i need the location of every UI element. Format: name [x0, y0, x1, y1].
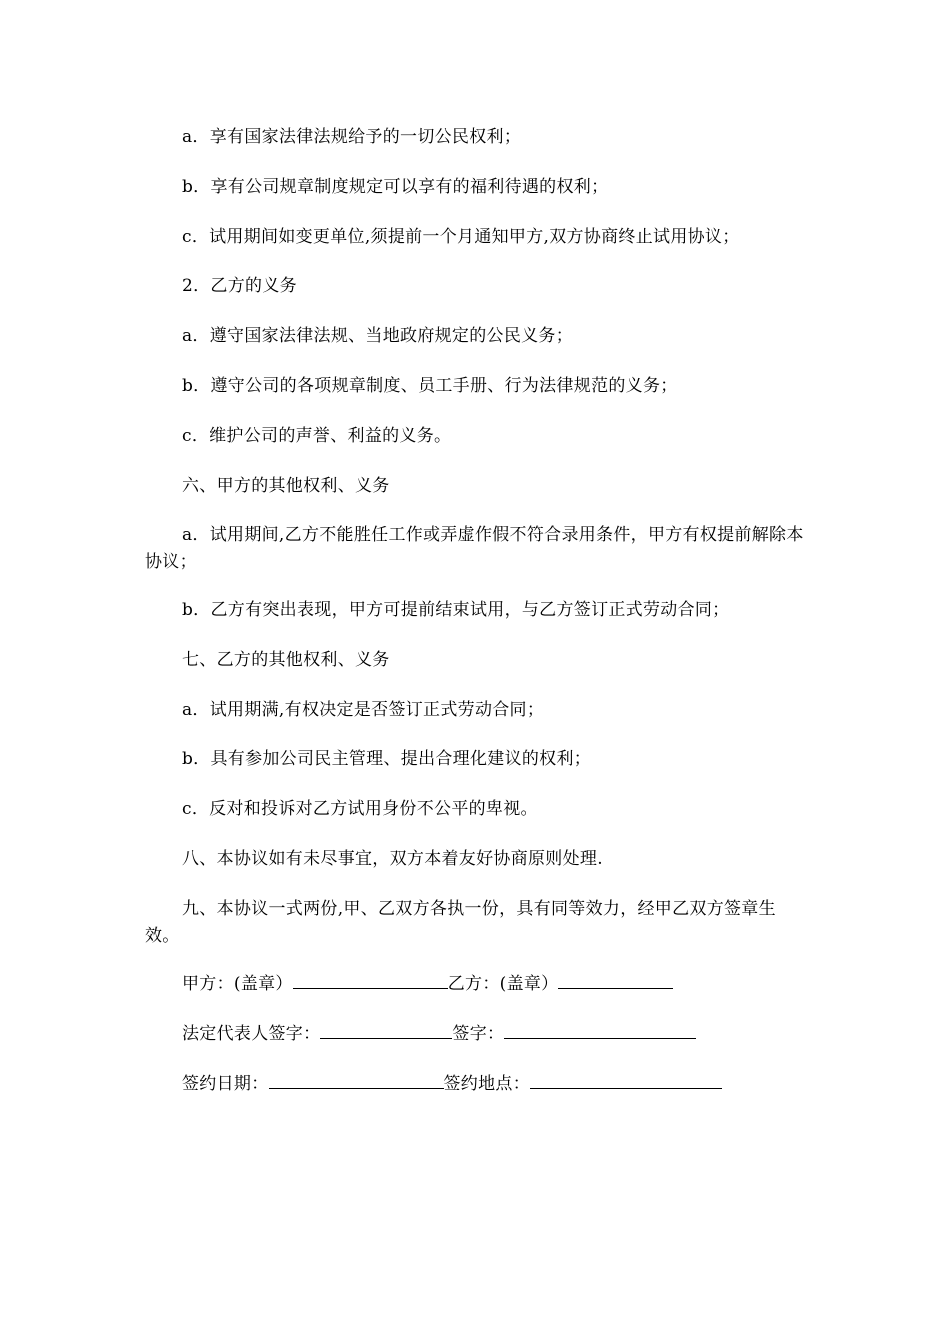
section-heading-seven: 七、乙方的其他权利、义务 — [182, 650, 390, 670]
paragraph-rights-c: c．试用期间如变更单位,须提前一个月通知甲方,双方协商终止试用协议； — [182, 227, 740, 247]
sign-line — [504, 1020, 696, 1039]
section-heading-party-b-obligations: 2．乙方的义务 — [182, 276, 297, 296]
legal-rep-sign-line — [320, 1020, 452, 1039]
signature-row-representatives — [182, 1020, 696, 1048]
section-nine: 九、本协议一式两份,甲、乙双方各执一份，具有同等效力，经甲乙双方签章生效。 — [145, 899, 776, 946]
party-a-seal-line — [293, 970, 448, 989]
paragraph-seven-a: a．试用期满,有权决定是否签订正式劳动合同； — [182, 700, 545, 720]
sign-place-label: 签约地点： — [443, 1074, 530, 1094]
sign-date-label: 签约日期： — [182, 1074, 269, 1094]
paragraph-rights-b: b．享有公司规章制度规定可以享有的福利待遇的权利； — [182, 177, 609, 197]
paragraph-six-a: a．试用期间,乙方不能胜任工作或弄虚作假不符合录用条件，甲方有权提前解除本协议； — [145, 525, 804, 572]
party-b-seal-line — [558, 970, 673, 989]
signature-row-parties — [182, 970, 673, 998]
paragraph-seven-c: c．反对和投诉对乙方试用身份不公平的卑视。 — [182, 799, 538, 819]
paragraph-seven-b: b．具有参加公司民主管理、提出合理化建议的权利； — [182, 749, 592, 769]
paragraph-obligations-a: a．遵守国家法律法规、当地政府规定的公民义务； — [182, 326, 574, 346]
signature-row-date-place — [182, 1070, 722, 1098]
sign-label: 签字： — [452, 1024, 505, 1044]
party-b-label: 乙方：(盖章） — [447, 974, 559, 994]
paragraph-rights-a: a．享有国家法律法规给予的一切公民权利； — [182, 127, 522, 147]
party-a-label: 甲方：(盖章） — [182, 974, 293, 994]
paragraph-obligations-b: b．遵守公司的各项规章制度、员工手册、行为法律规范的义务； — [182, 376, 678, 396]
paragraph-obligations-c: c．维护公司的声誉、利益的义务。 — [182, 426, 452, 446]
sign-place-line — [530, 1070, 722, 1089]
paragraph-six-b: b．乙方有突出表现，甲方可提前结束试用，与乙方签订正式劳动合同； — [182, 600, 730, 620]
legal-rep-label: 法定代表人签字： — [182, 1024, 321, 1044]
sign-date-line — [269, 1070, 444, 1089]
section-eight: 八、本协议如有未尽事宜，双方本着友好协商原则处理. — [182, 849, 603, 869]
section-heading-six: 六、甲方的其他权利、义务 — [182, 476, 390, 496]
